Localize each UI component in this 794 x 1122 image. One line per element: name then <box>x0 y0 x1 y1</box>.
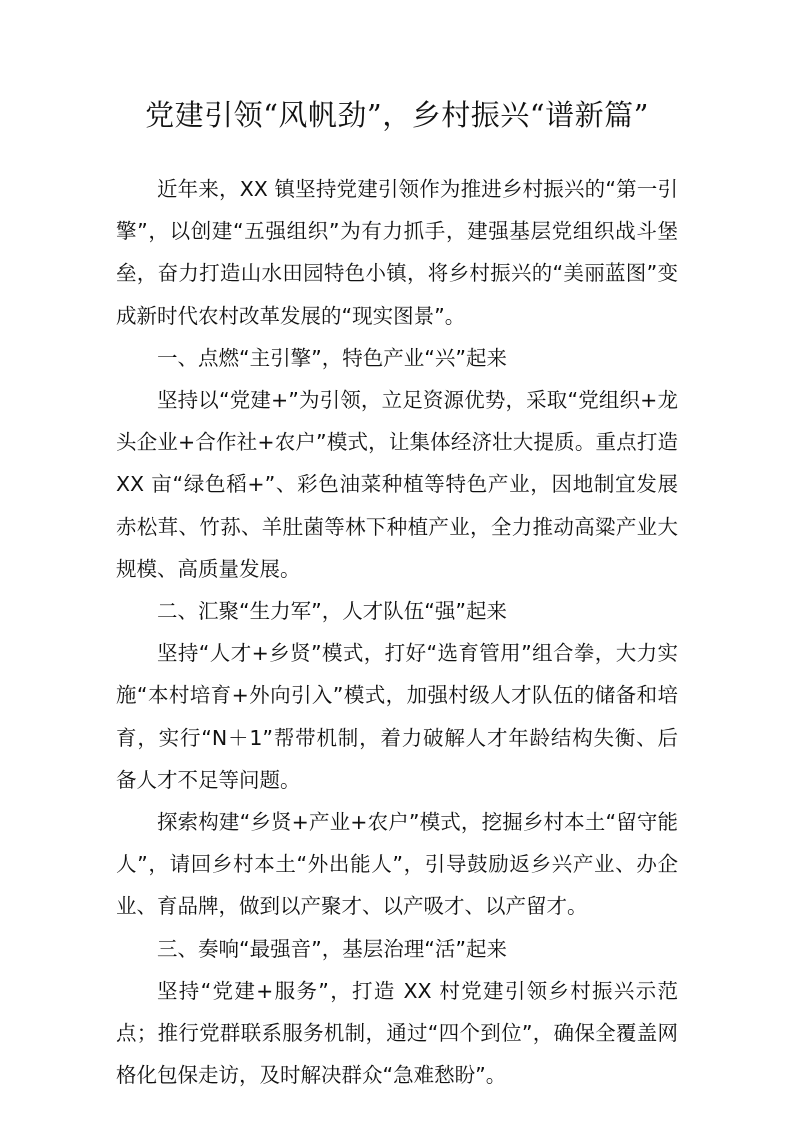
section-3-paragraph-1: 坚持“党建+服务”，打造 XX 村党建引领乡村振兴示范点；推行党群联系服务机制，通过“四个到位”，确保全覆盖网格化包保走访，及时解决群众“急难愁盼”。 <box>116 978 678 1088</box>
document-title: 党建引领“风帆劲”，乡村振兴“谱新篇” <box>145 98 649 132</box>
section-2-paragraph-1: 坚持“人才+乡贤”模式，打好“选育管用”组合拳，大力实施“本村培育+外向引入”模式，加强村级人才队伍的储备和培育，实行“N＋1”帮带机制，着力破解人才年龄结构失衡、后备人才不足等问题。 <box>116 641 678 792</box>
section-heading-3: 三、奏响“最强音”，基层治理“活”起来 <box>157 936 507 961</box>
section-1-paragraph-1: 坚持以“党建+”为引领，立足资源优势，采取“党组织+龙头企业+合作社+农户”模式，让集体经济壮大提质。重点打造 XX 亩“绿色稻+”、彩色油菜种植等特色产业，因地制宜发展赤松茸、竹荪、羊肚菌等林下种植产业，全力推动高粱产业大规模、高质量发展。 <box>116 388 678 581</box>
section-2-paragraph-2: 探索构建“乡贤+产业+农户”模式，挖掘乡村本土“留守能人”，请回乡村本土“外出能人”，引导鼓励返乡兴产业、办企业、育品牌，做到以产聚才、以产吸才、以产留才。 <box>116 810 678 919</box>
section-heading-1: 一、点燃“主引擎”，特色产业“兴”起来 <box>157 345 507 370</box>
section-heading-2: 二、汇聚“生力军”，人才队伍“强”起来 <box>157 599 507 624</box>
intro-paragraph: 近年来，XX 镇坚持党建引领作为推进乡村振兴的“第一引擎”，以创建“五强组织”为有力抓手，建强基层党组织战斗堡垒，奋力打造山水田园特色小镇，将乡村振兴的“美丽蓝图”变成新时代农村改革发展的“现实图景”。 <box>116 177 678 328</box>
document-body <box>116 168 678 1096</box>
